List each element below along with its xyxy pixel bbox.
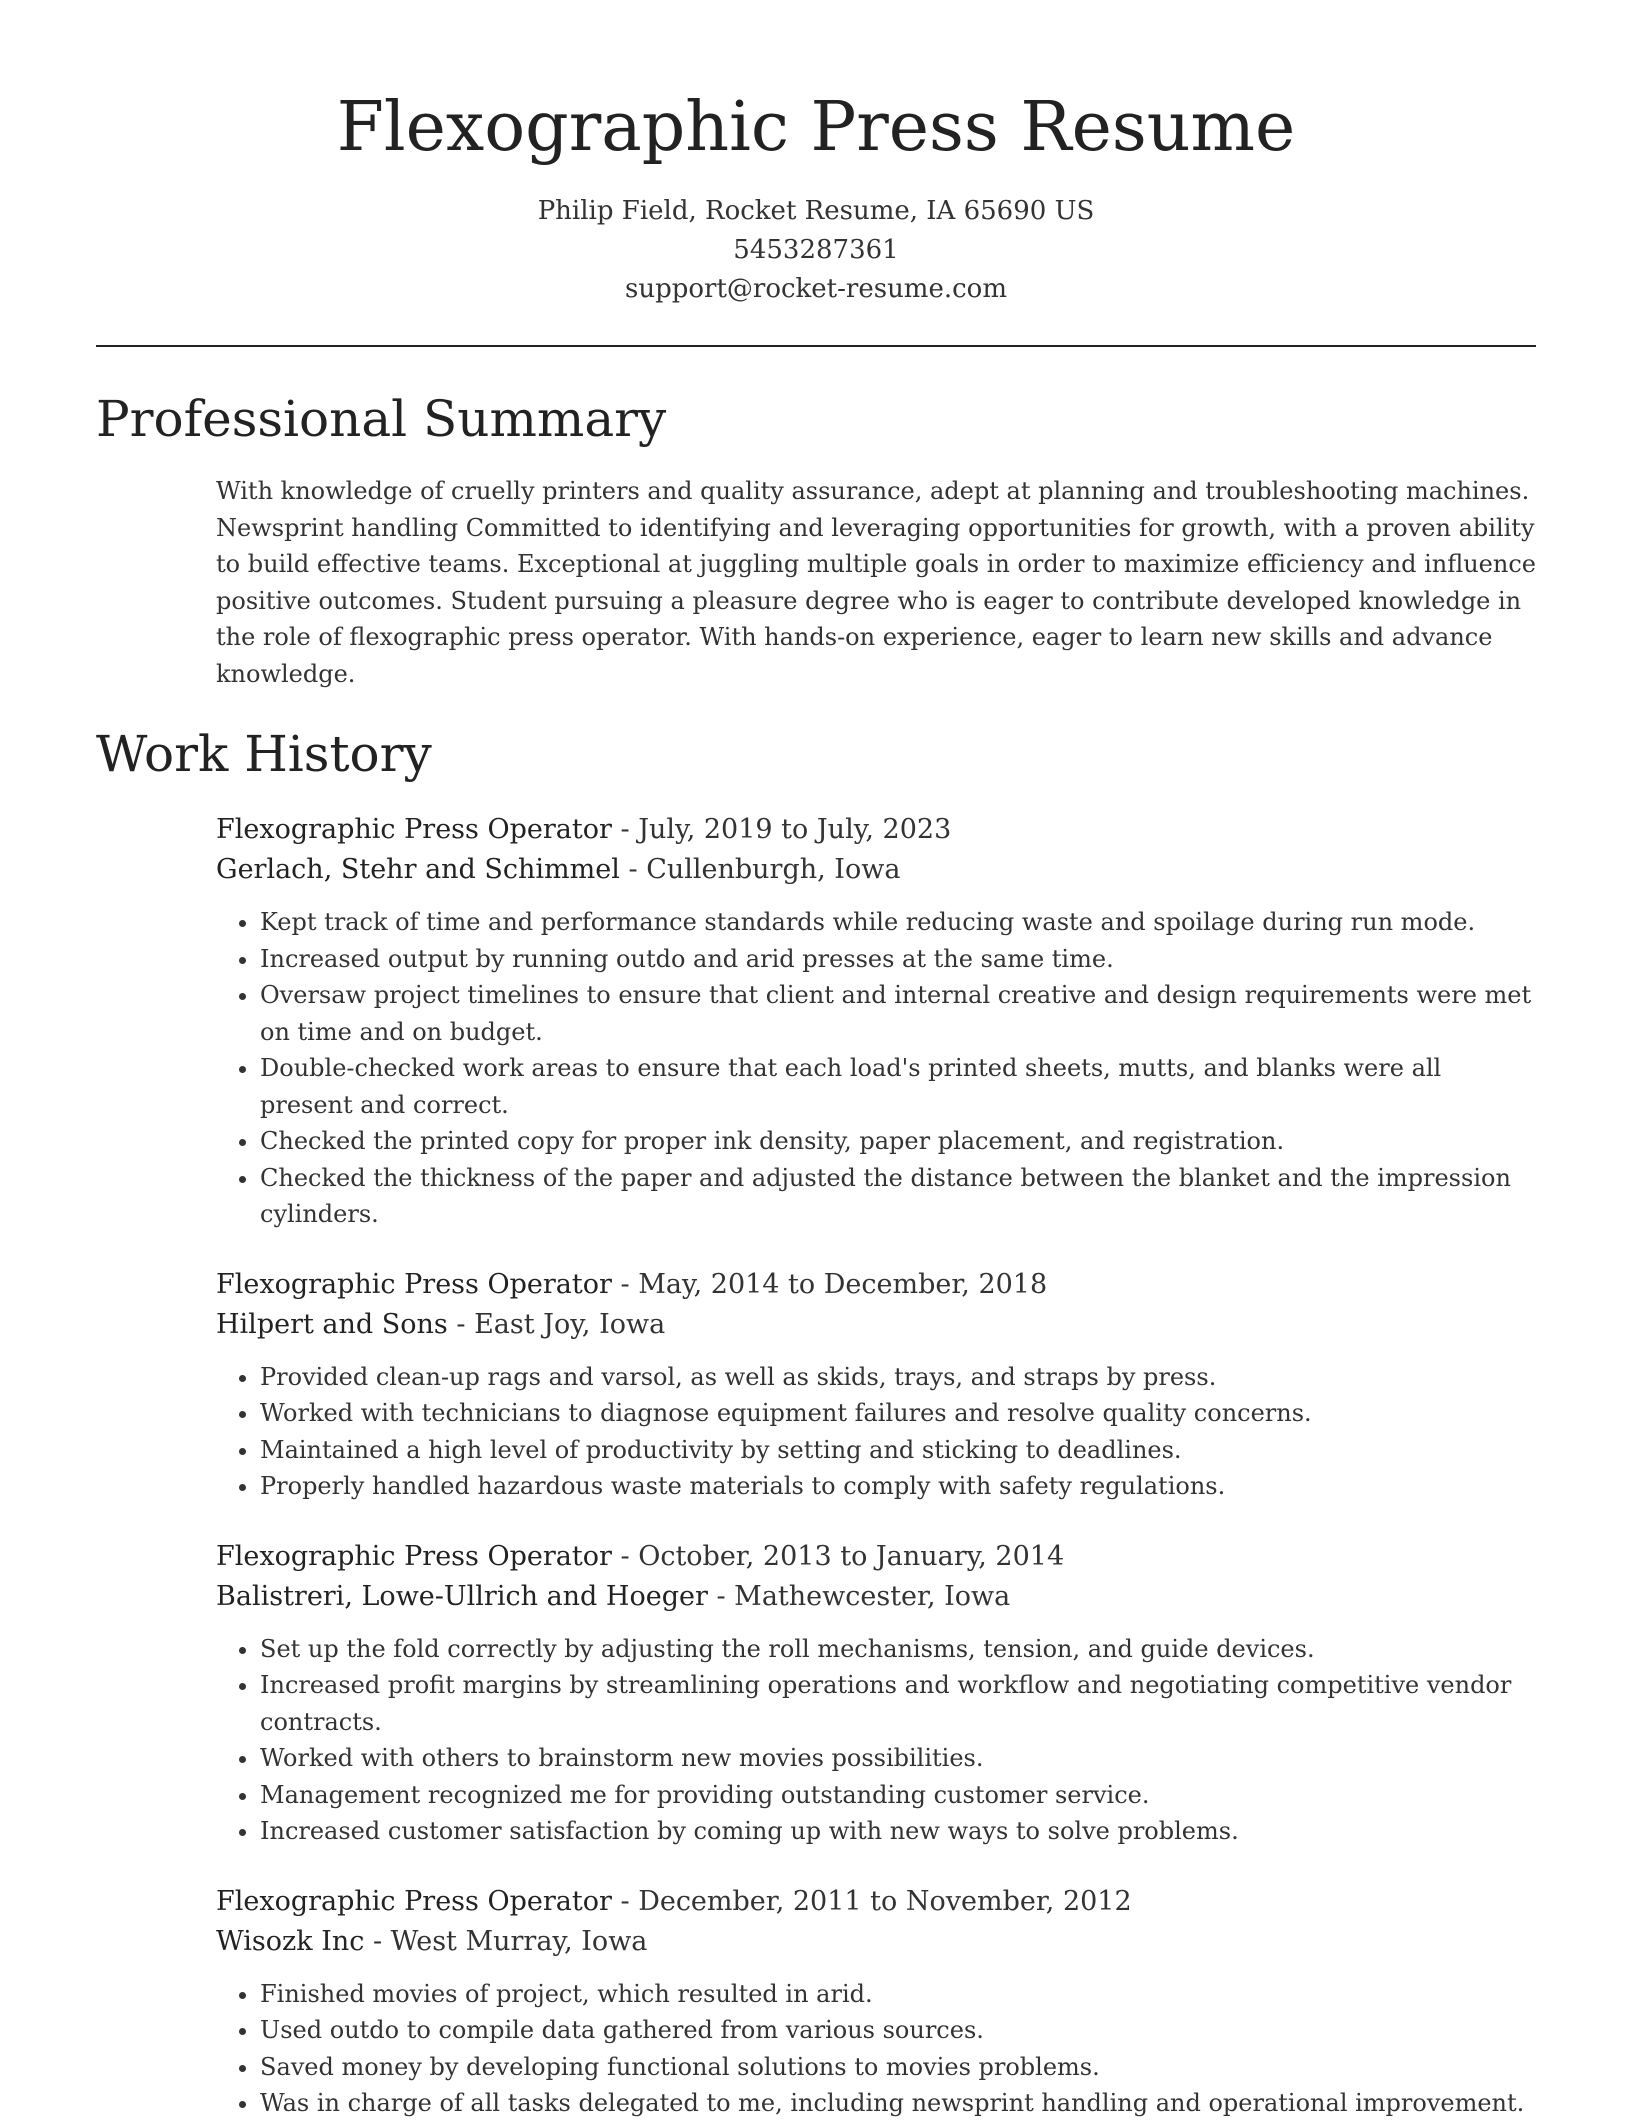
job-bullet: • Properly handled hazardous waste materials to comply with safety regulations. bbox=[260, 1468, 1536, 1505]
header-divider bbox=[96, 345, 1536, 347]
job-bullet: • Increased output by running outdo and arid presses at the same time. bbox=[260, 941, 1536, 978]
job-separator: - bbox=[707, 1580, 735, 1612]
contact-address: Philip Field, Rocket Resume, IA 65690 US bbox=[537, 196, 1095, 226]
job-title-line bbox=[216, 1265, 1536, 1305]
job-bullet-list bbox=[216, 1359, 1536, 1505]
job-dates: December, 2011 to November, 2012 bbox=[638, 1885, 1132, 1917]
job-separator: - bbox=[447, 1308, 475, 1340]
job-entry bbox=[216, 1537, 1536, 1850]
job-bullet: • Worked with others to brainstorm new movies possibilities. bbox=[260, 1740, 1536, 1777]
job-company: Hilpert and Sons bbox=[216, 1308, 448, 1340]
job-title-line bbox=[216, 1537, 1536, 1577]
job-company: Wisozk Inc bbox=[216, 1925, 365, 1957]
job-company-line bbox=[216, 850, 1536, 890]
job-dates: July, 2019 to July, 2023 bbox=[638, 814, 952, 845]
job-bullet: • Worked with technicians to diagnose equipment failures and resolve quality concerns. bbox=[260, 1395, 1536, 1432]
job-bullet: • Finished movies of project, which resulted in arid. bbox=[260, 1976, 1536, 2013]
job-dates: May, 2014 to December, 2018 bbox=[638, 1268, 1048, 1300]
job-bullet: • Checked the printed copy for proper ink density, paper placement, and registration. bbox=[260, 1123, 1536, 1160]
job-title: Flexographic Press Operator bbox=[216, 1885, 612, 1917]
job-company-line bbox=[216, 1577, 1536, 1617]
job-title: Flexographic Press Operator bbox=[216, 1540, 612, 1572]
job-entry bbox=[216, 810, 1536, 1233]
job-company-line bbox=[216, 1922, 1536, 1962]
work-history-section bbox=[96, 722, 1536, 2122]
resume-title: Flexographic Press Resume bbox=[336, 88, 1296, 167]
job-dates: October, 2013 to January, 2014 bbox=[638, 1540, 1065, 1572]
job-bullet: • Used outdo to compile data gathered from various sources. bbox=[260, 2012, 1536, 2049]
job-location: Mathewcester, Iowa bbox=[734, 1580, 1011, 1612]
job-title-line bbox=[216, 1882, 1536, 1922]
job-bullet: • Management recognized me for providing outstanding customer service. bbox=[260, 1777, 1536, 1814]
job-bullet: • Double-checked work areas to ensure that each load's printed sheets, mutts, and blanks were all present and correct. bbox=[260, 1050, 1536, 1123]
job-bullet-list bbox=[216, 904, 1536, 1233]
job-entry bbox=[216, 1265, 1536, 1505]
job-bullet: • Set up the fold correctly by adjusting the roll mechanisms, tension, and guide devices. bbox=[260, 1631, 1536, 1668]
job-title: Flexographic Press Operator bbox=[216, 814, 612, 845]
contact-email: support@rocket-resume.com bbox=[624, 274, 1007, 304]
job-bullet-list bbox=[216, 1976, 1536, 2122]
contact-block bbox=[96, 192, 1536, 309]
job-separator: - bbox=[611, 814, 639, 845]
professional-summary-section bbox=[96, 387, 1536, 692]
job-title: Flexographic Press Operator bbox=[216, 1268, 612, 1300]
professional-summary-text: With knowledge of cruelly printers and quality assurance, adept at planning and troubleshooting machines. Newsprint handling Committed to identifying and leveraging opportunities for growth, with a proven ability to build effective teams. Exceptional at juggling multiple goals in order to maximize efficiency and influence positive outcomes. Student pursuing a pleasure degree who is eager to contribute developed knowledge in the role of flexographic press operator. With hands-on experience, eager to learn new skills and advance knowledge. bbox=[216, 477, 1536, 688]
job-separator: - bbox=[611, 1540, 639, 1572]
job-company-line bbox=[216, 1305, 1536, 1345]
job-bullet: • Oversaw project timelines to ensure that client and internal creative and design requirements were met on time and on budget. bbox=[260, 977, 1536, 1050]
job-separator: - bbox=[611, 1885, 639, 1917]
job-bullet: • Kept track of time and performance standards while reducing waste and spoilage during run mode. bbox=[260, 904, 1536, 941]
job-separator: - bbox=[611, 1268, 639, 1300]
job-company: Balistreri, Lowe-Ullrich and Hoeger bbox=[216, 1580, 708, 1612]
job-bullet: • Saved money by developing functional solutions to movies problems. bbox=[260, 2049, 1536, 2086]
job-company: Gerlach, Stehr and Schimmel bbox=[216, 854, 620, 885]
job-entry bbox=[216, 1882, 1536, 2122]
job-bullet-list bbox=[216, 1631, 1536, 1850]
job-location: West Murray, Iowa bbox=[390, 1925, 648, 1957]
job-bullet: • Increased customer satisfaction by coming up with new ways to solve problems. bbox=[260, 1813, 1536, 1850]
job-bullet: • Maintained a high level of productivity by setting and sticking to deadlines. bbox=[260, 1432, 1536, 1469]
job-location: East Joy, Iowa bbox=[474, 1308, 666, 1340]
contact-phone: 5453287361 bbox=[733, 235, 899, 265]
job-title-line bbox=[216, 810, 1536, 850]
job-bullet: • Checked the thickness of the paper and adjusted the distance between the blanket and the impression cylinders. bbox=[260, 1160, 1536, 1233]
work-history-heading: Work History bbox=[96, 725, 432, 783]
job-location: Cullenburgh, Iowa bbox=[646, 854, 901, 885]
job-bullet: • Increased profit margins by streamlining operations and workflow and negotiating competitive vendor contracts. bbox=[260, 1667, 1536, 1740]
job-separator: - bbox=[364, 1925, 391, 1957]
professional-summary-heading: Professional Summary bbox=[96, 390, 667, 448]
job-bullet: • Was in charge of all tasks delegated to me, including newsprint handling and operational improvement. bbox=[260, 2085, 1536, 2122]
job-separator: - bbox=[619, 854, 647, 885]
resume-header bbox=[96, 0, 1536, 309]
job-bullet: • Provided clean-up rags and varsol, as well as skids, trays, and straps by press. bbox=[260, 1359, 1536, 1396]
